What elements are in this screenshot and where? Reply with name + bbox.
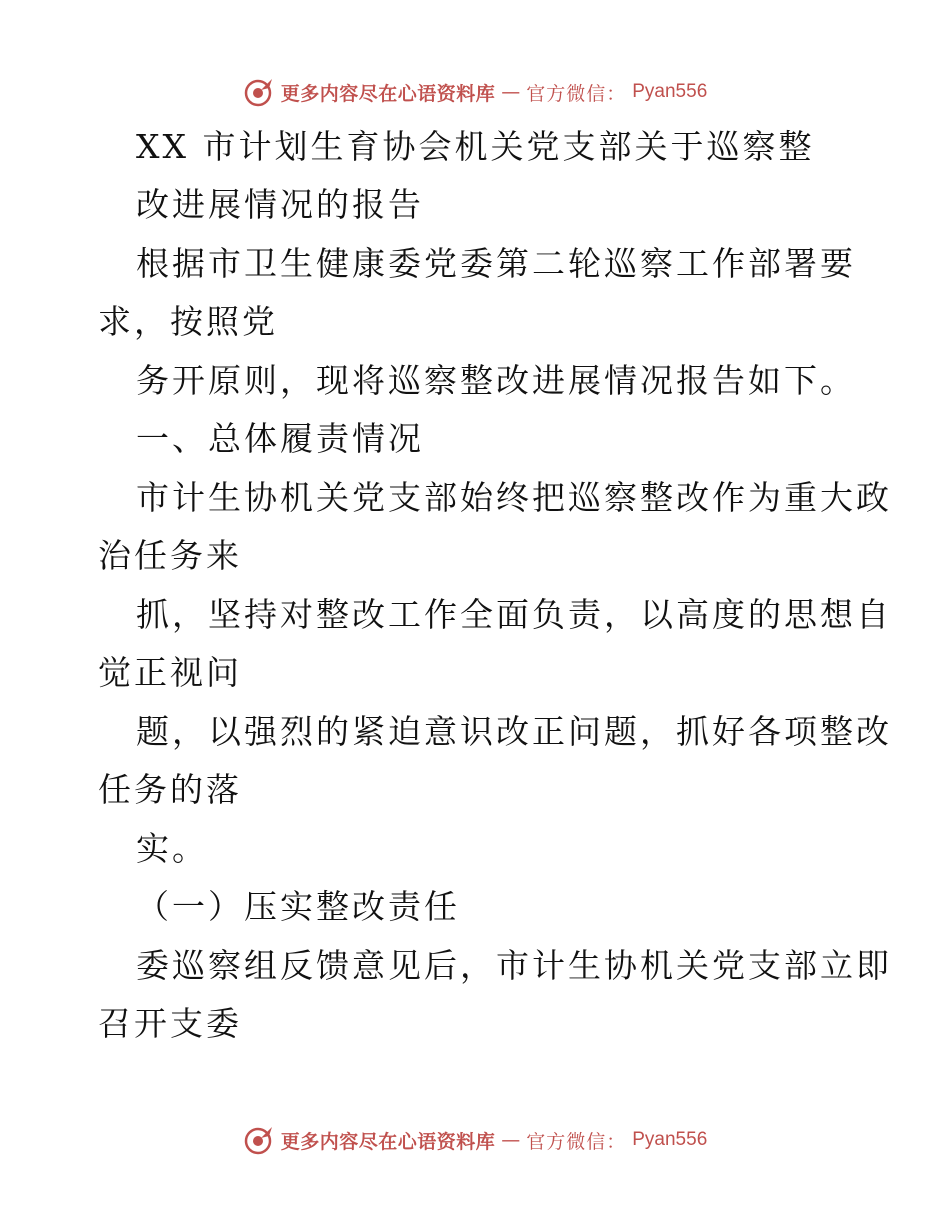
footer-watermark — [0, 1120, 950, 1160]
section-heading: 一、总体履责情况 — [136, 419, 424, 458]
paragraph-line: 市计生协机关党支部始终把巡察整改作为重大政 — [136, 478, 892, 517]
watermark-dash: — — [501, 1129, 521, 1151]
watermark-wechat-id: Pyan556 — [632, 1129, 708, 1150]
quill-seal-icon — [243, 76, 275, 108]
paragraph-line: 委巡察组反馈意见后，市计生协机关党支部立即 — [136, 946, 892, 985]
paragraph-line: 题，以强烈的紧迫意识改正问题，抓好各项整改 — [136, 712, 892, 751]
watermark-wechat-label: 官方微信： — [526, 82, 627, 105]
paragraph-line: 抓，坚持对整改工作全面负责，以高度的思想自 — [136, 595, 892, 634]
paragraph-line: 实。 — [136, 829, 208, 868]
subsection-heading: （一）压实整改责任 — [136, 887, 460, 926]
watermark-dash: — — [501, 81, 521, 103]
watermark-brand: 更多内容尽在心语资料库 — [280, 1130, 496, 1153]
header-watermark — [0, 72, 950, 112]
paragraph-line: 求，按照党 — [98, 302, 278, 341]
watermark-wechat-label: 官方微信： — [526, 1130, 627, 1153]
quill-seal-icon — [243, 1124, 275, 1156]
paragraph-line: 治任务来 — [98, 536, 242, 575]
paragraph-line: 任务的落 — [98, 770, 242, 809]
paragraph-line: 务开原则，现将巡察整改进展情况报告如下。 — [136, 361, 856, 400]
paragraph-line: 根据市卫生健康委党委第二轮巡察工作部署要 — [136, 244, 856, 283]
paragraph-line: 觉正视问 — [98, 653, 242, 692]
watermark-brand: 更多内容尽在心语资料库 — [280, 82, 496, 105]
paragraph-line: 召开支委 — [98, 1004, 242, 1043]
watermark-wechat-id: Pyan556 — [632, 81, 708, 102]
document-title-line-2: 改进展情况的报告 — [136, 185, 424, 224]
document-title-line-1: XX 市计划生育协会机关党支部关于巡察整 — [136, 127, 815, 166]
